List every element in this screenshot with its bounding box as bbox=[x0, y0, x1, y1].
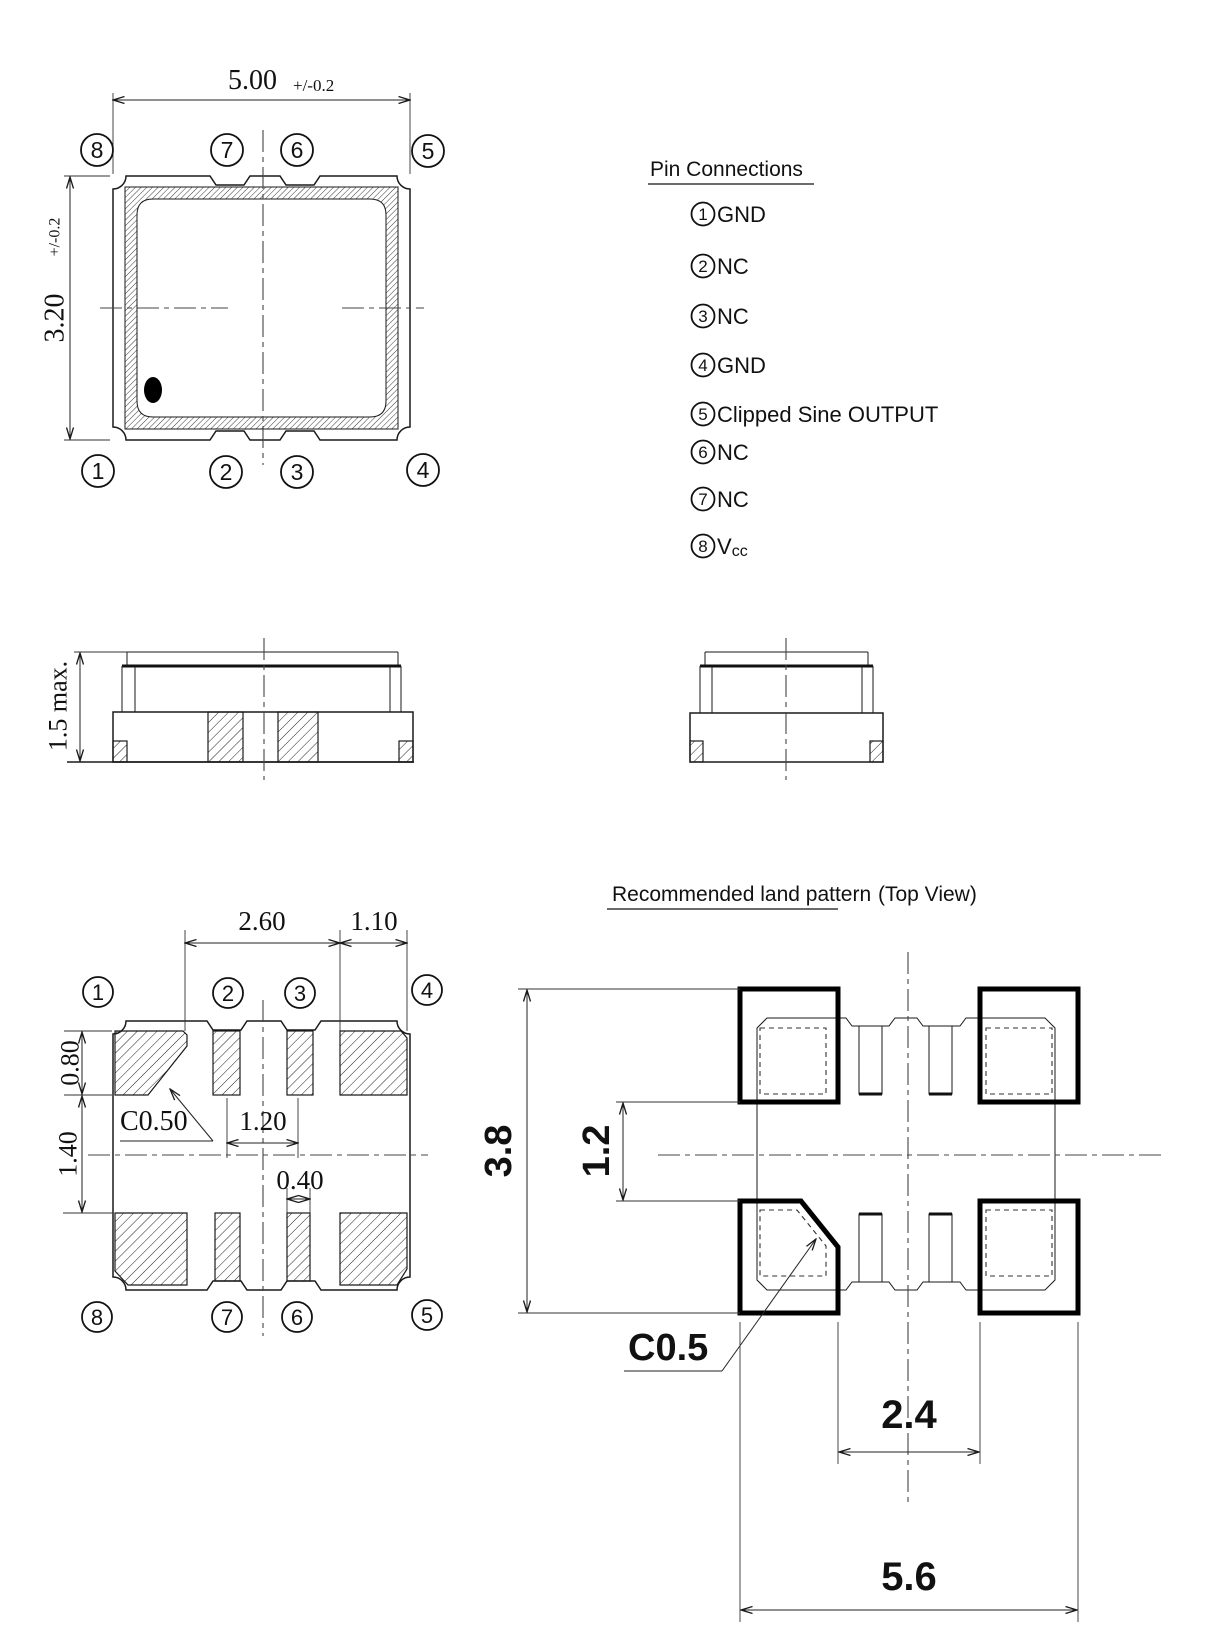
svg-text:NC: NC bbox=[717, 304, 749, 329]
top-view-drawing bbox=[40, 65, 445, 488]
pin-label-5 bbox=[412, 1300, 442, 1330]
land-pattern-title: Recommended land pattern bbox=[612, 883, 872, 906]
svg-text:5: 5 bbox=[421, 138, 435, 164]
svg-text:6: 6 bbox=[290, 1305, 304, 1330]
reference-pad bbox=[929, 1214, 952, 1282]
svg-text:4: 4 bbox=[416, 457, 430, 483]
end-dimension-value: 1.10 bbox=[350, 906, 398, 936]
svg-text:8: 8 bbox=[90, 137, 104, 163]
svg-text:2: 2 bbox=[219, 459, 233, 485]
castellation-pad bbox=[278, 712, 318, 762]
pin-label-4 bbox=[407, 454, 439, 486]
side-view-front bbox=[44, 638, 415, 780]
row-gap-dimension-value: 1.2 bbox=[576, 1124, 618, 1178]
land-pad-bottom-right bbox=[980, 1201, 1078, 1313]
svg-text:GND: GND bbox=[717, 353, 766, 378]
svg-text:4: 4 bbox=[420, 978, 434, 1003]
inner-width-dimension-value: 2.4 bbox=[881, 1393, 937, 1437]
svg-text:1: 1 bbox=[91, 458, 105, 484]
pin-connections-title: Pin Connections bbox=[650, 158, 803, 181]
svg-text:8: 8 bbox=[90, 1305, 104, 1330]
base-body bbox=[113, 712, 413, 762]
svg-text:7: 7 bbox=[698, 490, 708, 509]
pin-label-1 bbox=[83, 977, 113, 1007]
reference-pad bbox=[929, 1026, 952, 1094]
pad-4 bbox=[340, 1031, 407, 1095]
height-dimension-tolerance: +/-0.2 bbox=[46, 217, 64, 257]
svg-text:3: 3 bbox=[698, 307, 708, 326]
pin-label-8 bbox=[81, 134, 113, 166]
chamfer-note: C0.5 bbox=[628, 1327, 709, 1369]
edge-pad bbox=[113, 741, 127, 762]
pitch-dimension-value: 1.20 bbox=[239, 1106, 287, 1136]
castellation-pad bbox=[208, 712, 243, 762]
side-view-end bbox=[690, 638, 883, 780]
edge-pad bbox=[690, 741, 703, 762]
svg-text:3: 3 bbox=[290, 459, 304, 485]
pin-label-7 bbox=[211, 134, 243, 166]
svg-text:8: 8 bbox=[698, 537, 708, 556]
pad-8 bbox=[115, 1213, 187, 1285]
svg-text:7: 7 bbox=[220, 137, 234, 163]
pin-label-2 bbox=[213, 978, 243, 1008]
pin-label-2 bbox=[210, 456, 242, 488]
hidden-pad-outline bbox=[986, 1028, 1052, 1094]
chamfer-note: C0.50 bbox=[120, 1106, 188, 1137]
chamfer-leader bbox=[722, 1239, 816, 1371]
width-dimension-value: 5.00 bbox=[228, 65, 277, 96]
svg-text:5: 5 bbox=[698, 405, 708, 424]
pad-3 bbox=[287, 1031, 313, 1095]
svg-text:4: 4 bbox=[698, 356, 708, 375]
pin-connection-item-6 bbox=[692, 440, 749, 465]
pad-7 bbox=[215, 1213, 240, 1281]
pin-label-4 bbox=[412, 975, 442, 1005]
pin-label-8 bbox=[82, 1302, 112, 1332]
land-pattern-subtitle: (Top View) bbox=[878, 883, 977, 906]
package-outline-reference bbox=[757, 1018, 1055, 1290]
svg-text:Clipped Sine OUTPUT: Clipped Sine OUTPUT bbox=[717, 402, 939, 427]
svg-text:NC: NC bbox=[717, 254, 749, 279]
edge-pad bbox=[870, 741, 883, 762]
pin-label-3 bbox=[281, 456, 313, 488]
height-dimension-value: 3.20 bbox=[39, 293, 71, 343]
svg-text:1: 1 bbox=[91, 980, 105, 1005]
hidden-pad-outline bbox=[760, 1028, 826, 1094]
hidden-pad-outline bbox=[986, 1210, 1052, 1276]
pin-label-3 bbox=[285, 978, 315, 1008]
land-pad-top-right bbox=[980, 989, 1078, 1102]
svg-text:NC: NC bbox=[717, 487, 749, 512]
svg-text:5: 5 bbox=[420, 1303, 434, 1328]
pin-connection-item-5 bbox=[692, 402, 939, 427]
land-pad-top-left bbox=[740, 989, 838, 1102]
pin-connection-item-7 bbox=[692, 487, 749, 512]
land-pad-bottom-left-chamfered bbox=[740, 1201, 838, 1313]
pad-6 bbox=[287, 1213, 310, 1281]
pin-label-6 bbox=[282, 1302, 312, 1332]
reference-pad bbox=[859, 1026, 882, 1094]
pin-label-6 bbox=[281, 134, 313, 166]
svg-text:2: 2 bbox=[698, 257, 708, 276]
svg-text:6: 6 bbox=[290, 137, 304, 163]
reference-pad bbox=[859, 1214, 882, 1282]
svg-text:2: 2 bbox=[221, 981, 235, 1006]
svg-text:Vcc: Vcc bbox=[717, 534, 748, 560]
pin-connection-item-8 bbox=[692, 534, 748, 560]
pin-connections-list bbox=[648, 158, 938, 560]
pin1-index-dot bbox=[144, 377, 162, 403]
pad-1 bbox=[115, 1031, 187, 1095]
pin-connection-item-2 bbox=[692, 254, 749, 279]
pin-label-5 bbox=[412, 135, 444, 167]
svg-text:6: 6 bbox=[698, 443, 708, 462]
pad-5 bbox=[340, 1213, 407, 1285]
svg-text:7: 7 bbox=[220, 1305, 234, 1330]
bottom-view-drawing bbox=[54, 906, 443, 1336]
pad-2 bbox=[213, 1031, 240, 1095]
outer-height-dimension-value: 3.8 bbox=[478, 1124, 520, 1178]
pin-connection-item-1 bbox=[692, 202, 766, 227]
pad-height-dimension-value: 0.80 bbox=[55, 1040, 85, 1086]
span-dimension-value: 2.60 bbox=[238, 906, 286, 936]
svg-text:NC: NC bbox=[717, 440, 749, 465]
max-height-dimension: 1.5 max. bbox=[43, 660, 73, 752]
pin-label-7 bbox=[212, 1302, 242, 1332]
pin-connection-item-4 bbox=[692, 353, 766, 378]
land-pattern-drawing bbox=[478, 883, 1162, 1622]
row-gap-dimension-value: 1.40 bbox=[53, 1131, 83, 1177]
outer-width-dimension-value: 5.6 bbox=[881, 1555, 937, 1599]
pin-connection-item-3 bbox=[692, 304, 749, 329]
svg-text:3: 3 bbox=[293, 981, 307, 1006]
pin-label-1 bbox=[82, 455, 114, 487]
edge-pad bbox=[399, 741, 413, 762]
width-dimension-tolerance: +/-0.2 bbox=[293, 76, 335, 95]
pad-width-dimension-value: 0.40 bbox=[276, 1165, 324, 1195]
svg-text:1: 1 bbox=[698, 205, 708, 224]
svg-text:GND: GND bbox=[717, 202, 766, 227]
